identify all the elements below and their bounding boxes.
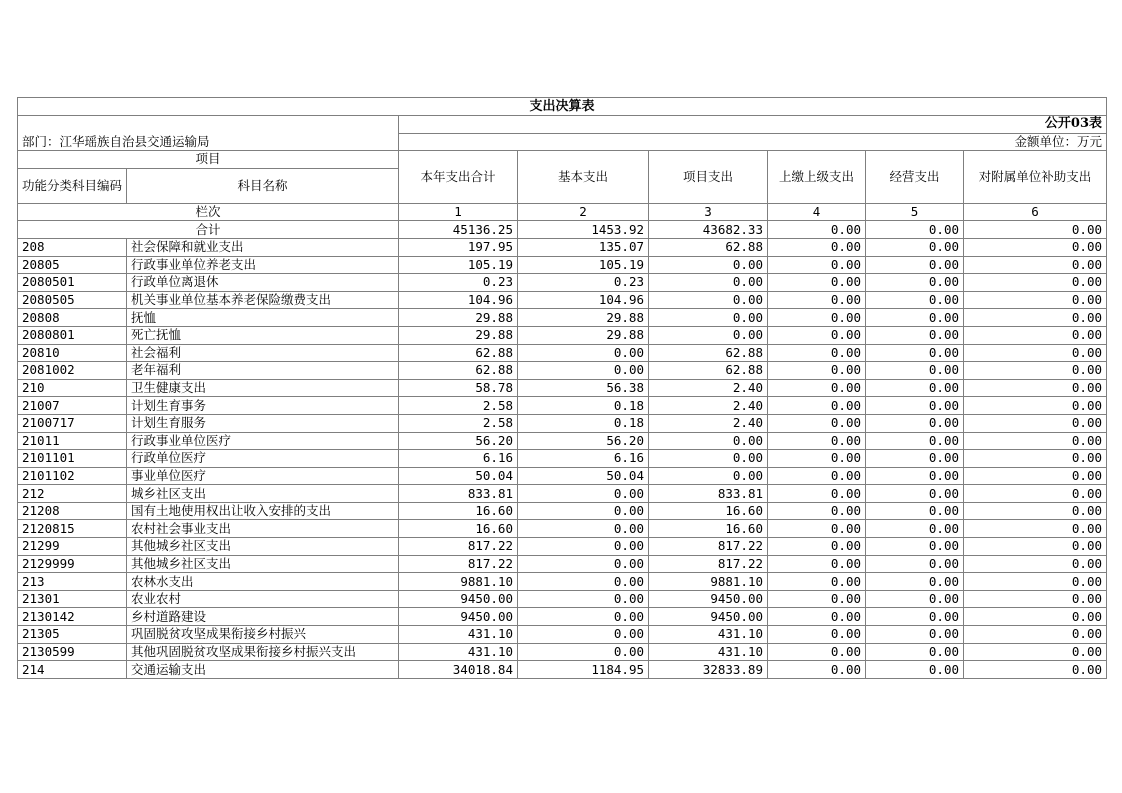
row-code: 2080501 [18, 274, 127, 292]
row-value: 0.00 [866, 238, 964, 256]
row-value: 0.00 [964, 326, 1107, 344]
business-header: 经营支出 [866, 151, 964, 204]
row-value: 0.00 [768, 309, 866, 327]
row-name: 计划生育服务 [127, 414, 399, 432]
row-value: 104.96 [399, 291, 518, 309]
table-row [18, 555, 1107, 573]
row-value: 0.23 [399, 274, 518, 292]
row-value: 833.81 [649, 485, 768, 503]
row-value: 0.00 [518, 362, 649, 380]
row-name: 社会福利 [127, 344, 399, 362]
row-code: 21301 [18, 590, 127, 608]
row-value: 16.60 [399, 502, 518, 520]
row-value: 0.00 [866, 520, 964, 538]
column-label: 栏次 [18, 203, 399, 221]
item-header: 项目 [18, 151, 399, 169]
row-value: 50.04 [518, 467, 649, 485]
row-value: 0.00 [964, 414, 1107, 432]
table-title: 支出决算表 [18, 98, 1107, 116]
table-row [18, 414, 1107, 432]
row-value: 0.00 [768, 626, 866, 644]
row-value: 2.40 [649, 397, 768, 415]
column-number: 5 [866, 203, 964, 221]
row-value: 0.00 [866, 467, 964, 485]
row-value: 0.23 [518, 274, 649, 292]
row-code: 2081002 [18, 362, 127, 380]
row-value: 105.19 [399, 256, 518, 274]
row-value: 0.00 [866, 414, 964, 432]
row-value: 0.00 [768, 432, 866, 450]
row-value: 0.00 [768, 485, 866, 503]
row-value: 0.00 [964, 643, 1107, 661]
column-number: 2 [518, 203, 649, 221]
row-value: 16.60 [399, 520, 518, 538]
row-value: 62.88 [649, 238, 768, 256]
row-code: 21299 [18, 538, 127, 556]
summary-row [18, 221, 1107, 239]
row-value: 9450.00 [649, 590, 768, 608]
row-name: 其他巩固脱贫攻坚成果衔接乡村振兴支出 [127, 643, 399, 661]
row-name: 巩固脱贫攻坚成果衔接乡村振兴 [127, 626, 399, 644]
table-row [18, 573, 1107, 591]
row-value: 62.88 [399, 362, 518, 380]
row-value: 0.00 [866, 432, 964, 450]
row-value: 0.00 [964, 502, 1107, 520]
row-name: 乡村道路建设 [127, 608, 399, 626]
row-value: 0.00 [866, 362, 964, 380]
row-value: 0.00 [964, 485, 1107, 503]
row-value: 16.60 [649, 502, 768, 520]
table-row [18, 238, 1107, 256]
row-value: 6.16 [518, 450, 649, 468]
table-row [18, 344, 1107, 362]
row-value: 9881.10 [399, 573, 518, 591]
row-value: 817.22 [649, 538, 768, 556]
row-value: 0.00 [866, 502, 964, 520]
row-value: 0.00 [768, 414, 866, 432]
row-value: 0.00 [649, 256, 768, 274]
row-value: 0.18 [518, 414, 649, 432]
row-value: 0.00 [866, 538, 964, 556]
row-value: 0.00 [518, 538, 649, 556]
summary-value: 43682.33 [649, 221, 768, 239]
row-name: 卫生健康支出 [127, 379, 399, 397]
row-name: 农村社会事业支出 [127, 520, 399, 538]
row-code: 21007 [18, 397, 127, 415]
row-value: 2.58 [399, 397, 518, 415]
row-value: 0.00 [866, 344, 964, 362]
table-row [18, 520, 1107, 538]
row-value: 0.00 [866, 450, 964, 468]
row-value: 0.00 [964, 256, 1107, 274]
row-value: 0.00 [768, 379, 866, 397]
row-value: 105.19 [518, 256, 649, 274]
row-value: 0.00 [768, 397, 866, 415]
row-value: 0.00 [866, 626, 964, 644]
row-code: 208 [18, 238, 127, 256]
summary-value: 0.00 [964, 221, 1107, 239]
table-row [18, 467, 1107, 485]
row-value: 431.10 [649, 643, 768, 661]
row-value: 0.00 [866, 555, 964, 573]
row-name: 农业农村 [127, 590, 399, 608]
row-value: 2.40 [649, 414, 768, 432]
row-value: 0.00 [518, 608, 649, 626]
row-code: 213 [18, 573, 127, 591]
row-value: 0.00 [964, 538, 1107, 556]
table-row [18, 256, 1107, 274]
row-value: 0.00 [768, 555, 866, 573]
row-value: 0.00 [768, 238, 866, 256]
row-name: 计划生育事务 [127, 397, 399, 415]
row-value: 0.00 [518, 555, 649, 573]
row-value: 135.07 [518, 238, 649, 256]
row-code: 2080505 [18, 291, 127, 309]
row-code: 2120815 [18, 520, 127, 538]
row-value: 9881.10 [649, 573, 768, 591]
row-value: 0.00 [964, 467, 1107, 485]
row-value: 431.10 [649, 626, 768, 644]
row-value: 0.00 [866, 397, 964, 415]
summary-label: 合计 [18, 221, 399, 239]
table-row [18, 379, 1107, 397]
row-name: 机关事业单位基本养老保险缴费支出 [127, 291, 399, 309]
row-value: 0.00 [866, 326, 964, 344]
row-name: 行政单位离退休 [127, 274, 399, 292]
table-row [18, 485, 1107, 503]
row-value: 0.00 [964, 274, 1107, 292]
row-value: 1184.95 [518, 661, 649, 679]
row-value: 6.16 [399, 450, 518, 468]
row-value: 29.88 [518, 326, 649, 344]
row-value: 0.00 [649, 326, 768, 344]
table-row [18, 450, 1107, 468]
row-code: 2100717 [18, 414, 127, 432]
row-value: 29.88 [399, 309, 518, 327]
row-value: 0.00 [768, 326, 866, 344]
row-value: 0.00 [768, 450, 866, 468]
summary-value: 0.00 [768, 221, 866, 239]
row-value: 9450.00 [399, 590, 518, 608]
row-code: 210 [18, 379, 127, 397]
row-value: 0.00 [866, 643, 964, 661]
row-value: 0.00 [964, 590, 1107, 608]
row-value: 0.00 [866, 573, 964, 591]
row-value: 0.00 [964, 661, 1107, 679]
summary-value: 45136.25 [399, 221, 518, 239]
summary-value: 1453.92 [518, 221, 649, 239]
row-code: 2130599 [18, 643, 127, 661]
row-value: 0.00 [518, 573, 649, 591]
row-code: 214 [18, 661, 127, 679]
row-value: 0.00 [649, 291, 768, 309]
row-value: 817.22 [399, 538, 518, 556]
row-name: 抚恤 [127, 309, 399, 327]
row-value: 0.00 [964, 344, 1107, 362]
row-value: 62.88 [649, 344, 768, 362]
row-value: 0.00 [866, 274, 964, 292]
row-name: 国有土地使用权出让收入安排的支出 [127, 502, 399, 520]
row-value: 0.00 [649, 432, 768, 450]
row-value: 833.81 [399, 485, 518, 503]
table-row [18, 326, 1107, 344]
row-code: 20810 [18, 344, 127, 362]
row-value: 0.00 [649, 450, 768, 468]
table-row [18, 362, 1107, 380]
row-value: 0.00 [866, 379, 964, 397]
basic-header: 基本支出 [518, 151, 649, 204]
row-value: 34018.84 [399, 661, 518, 679]
row-code: 21011 [18, 432, 127, 450]
row-value: 0.00 [768, 573, 866, 591]
row-value: 56.38 [518, 379, 649, 397]
row-value: 0.00 [768, 362, 866, 380]
row-value: 0.00 [768, 538, 866, 556]
row-value: 62.88 [399, 344, 518, 362]
row-value: 0.00 [964, 291, 1107, 309]
row-value: 0.00 [866, 256, 964, 274]
department-label: 部门：江华瑶族自治县交通运输局 [18, 133, 399, 151]
row-name: 社会保障和就业支出 [127, 238, 399, 256]
table-row [18, 274, 1107, 292]
expenditure-statement [17, 97, 1106, 679]
row-name: 交通运输支出 [127, 661, 399, 679]
row-value: 0.00 [964, 573, 1107, 591]
table-row [18, 538, 1107, 556]
blank-cell [18, 116, 399, 134]
column-number: 3 [649, 203, 768, 221]
row-name: 死亡抚恤 [127, 326, 399, 344]
row-value: 0.00 [768, 590, 866, 608]
row-value: 817.22 [649, 555, 768, 573]
row-value: 0.00 [518, 502, 649, 520]
code-header: 功能分类科目编码 [18, 168, 127, 203]
row-value: 0.00 [964, 520, 1107, 538]
row-code: 2101101 [18, 450, 127, 468]
row-value: 0.00 [768, 608, 866, 626]
column-number: 6 [964, 203, 1107, 221]
table-number: 公开03表 [399, 116, 1107, 134]
row-name: 农林水支出 [127, 573, 399, 591]
row-value: 0.00 [866, 661, 964, 679]
row-name: 事业单位医疗 [127, 467, 399, 485]
row-name: 行政单位医疗 [127, 450, 399, 468]
row-code: 2130142 [18, 608, 127, 626]
row-value: 62.88 [649, 362, 768, 380]
table-row [18, 502, 1107, 520]
row-value: 0.00 [964, 450, 1107, 468]
table-row [18, 608, 1107, 626]
row-value: 0.00 [964, 432, 1107, 450]
row-value: 0.00 [866, 291, 964, 309]
row-value: 0.00 [866, 309, 964, 327]
project-header: 项目支出 [649, 151, 768, 204]
row-value: 0.00 [768, 520, 866, 538]
row-code: 21305 [18, 626, 127, 644]
row-code: 2101102 [18, 467, 127, 485]
row-value: 0.00 [768, 661, 866, 679]
column-number: 1 [399, 203, 518, 221]
subsidy-header: 对附属单位补助支出 [964, 151, 1107, 204]
upper-header: 上缴上级支出 [768, 151, 866, 204]
row-name: 行政事业单位养老支出 [127, 256, 399, 274]
row-code: 20808 [18, 309, 127, 327]
row-value: 0.00 [964, 555, 1107, 573]
row-value: 2.58 [399, 414, 518, 432]
row-value: 0.18 [518, 397, 649, 415]
row-code: 2129999 [18, 555, 127, 573]
row-value: 0.00 [768, 344, 866, 362]
column-number: 4 [768, 203, 866, 221]
row-value: 0.00 [866, 590, 964, 608]
row-code: 212 [18, 485, 127, 503]
row-value: 0.00 [964, 379, 1107, 397]
row-name: 其他城乡社区支出 [127, 538, 399, 556]
row-value: 0.00 [649, 467, 768, 485]
row-value: 0.00 [518, 520, 649, 538]
row-value: 56.20 [399, 432, 518, 450]
row-value: 29.88 [518, 309, 649, 327]
row-value: 0.00 [649, 309, 768, 327]
row-value: 9450.00 [399, 608, 518, 626]
row-value: 2.40 [649, 379, 768, 397]
row-value: 32833.89 [649, 661, 768, 679]
row-value: 431.10 [399, 643, 518, 661]
row-value: 431.10 [399, 626, 518, 644]
table-row [18, 397, 1107, 415]
row-value: 0.00 [866, 485, 964, 503]
row-code: 2080801 [18, 326, 127, 344]
row-value: 0.00 [964, 626, 1107, 644]
expenditure-table [17, 97, 1107, 679]
unit-label: 金额单位：万元 [399, 133, 1107, 151]
summary-value: 0.00 [866, 221, 964, 239]
row-value: 58.78 [399, 379, 518, 397]
table-row [18, 626, 1107, 644]
row-value: 0.00 [649, 274, 768, 292]
row-value: 56.20 [518, 432, 649, 450]
table-row [18, 291, 1107, 309]
row-value: 0.00 [768, 256, 866, 274]
row-value: 0.00 [518, 344, 649, 362]
row-value: 50.04 [399, 467, 518, 485]
row-value: 817.22 [399, 555, 518, 573]
row-value: 9450.00 [649, 608, 768, 626]
table-row [18, 432, 1107, 450]
row-value: 0.00 [518, 485, 649, 503]
row-value: 0.00 [768, 643, 866, 661]
table-row [18, 643, 1107, 661]
row-value: 0.00 [866, 608, 964, 626]
total-header: 本年支出合计 [399, 151, 518, 204]
row-value: 0.00 [518, 626, 649, 644]
row-name: 行政事业单位医疗 [127, 432, 399, 450]
row-name: 其他城乡社区支出 [127, 555, 399, 573]
row-value: 0.00 [768, 467, 866, 485]
table-row [18, 590, 1107, 608]
row-value: 0.00 [768, 502, 866, 520]
row-value: 0.00 [518, 643, 649, 661]
table-row [18, 309, 1107, 327]
row-name: 老年福利 [127, 362, 399, 380]
row-value: 0.00 [768, 291, 866, 309]
row-value: 0.00 [518, 590, 649, 608]
row-name: 城乡社区支出 [127, 485, 399, 503]
row-value: 197.95 [399, 238, 518, 256]
row-value: 104.96 [518, 291, 649, 309]
row-code: 20805 [18, 256, 127, 274]
row-value: 16.60 [649, 520, 768, 538]
row-value: 0.00 [964, 238, 1107, 256]
row-value: 0.00 [964, 608, 1107, 626]
row-value: 0.00 [964, 309, 1107, 327]
row-value: 0.00 [964, 362, 1107, 380]
row-value: 0.00 [768, 274, 866, 292]
name-header: 科目名称 [127, 168, 399, 203]
row-value: 29.88 [399, 326, 518, 344]
row-value: 0.00 [964, 397, 1107, 415]
row-code: 21208 [18, 502, 127, 520]
table-row [18, 661, 1107, 679]
